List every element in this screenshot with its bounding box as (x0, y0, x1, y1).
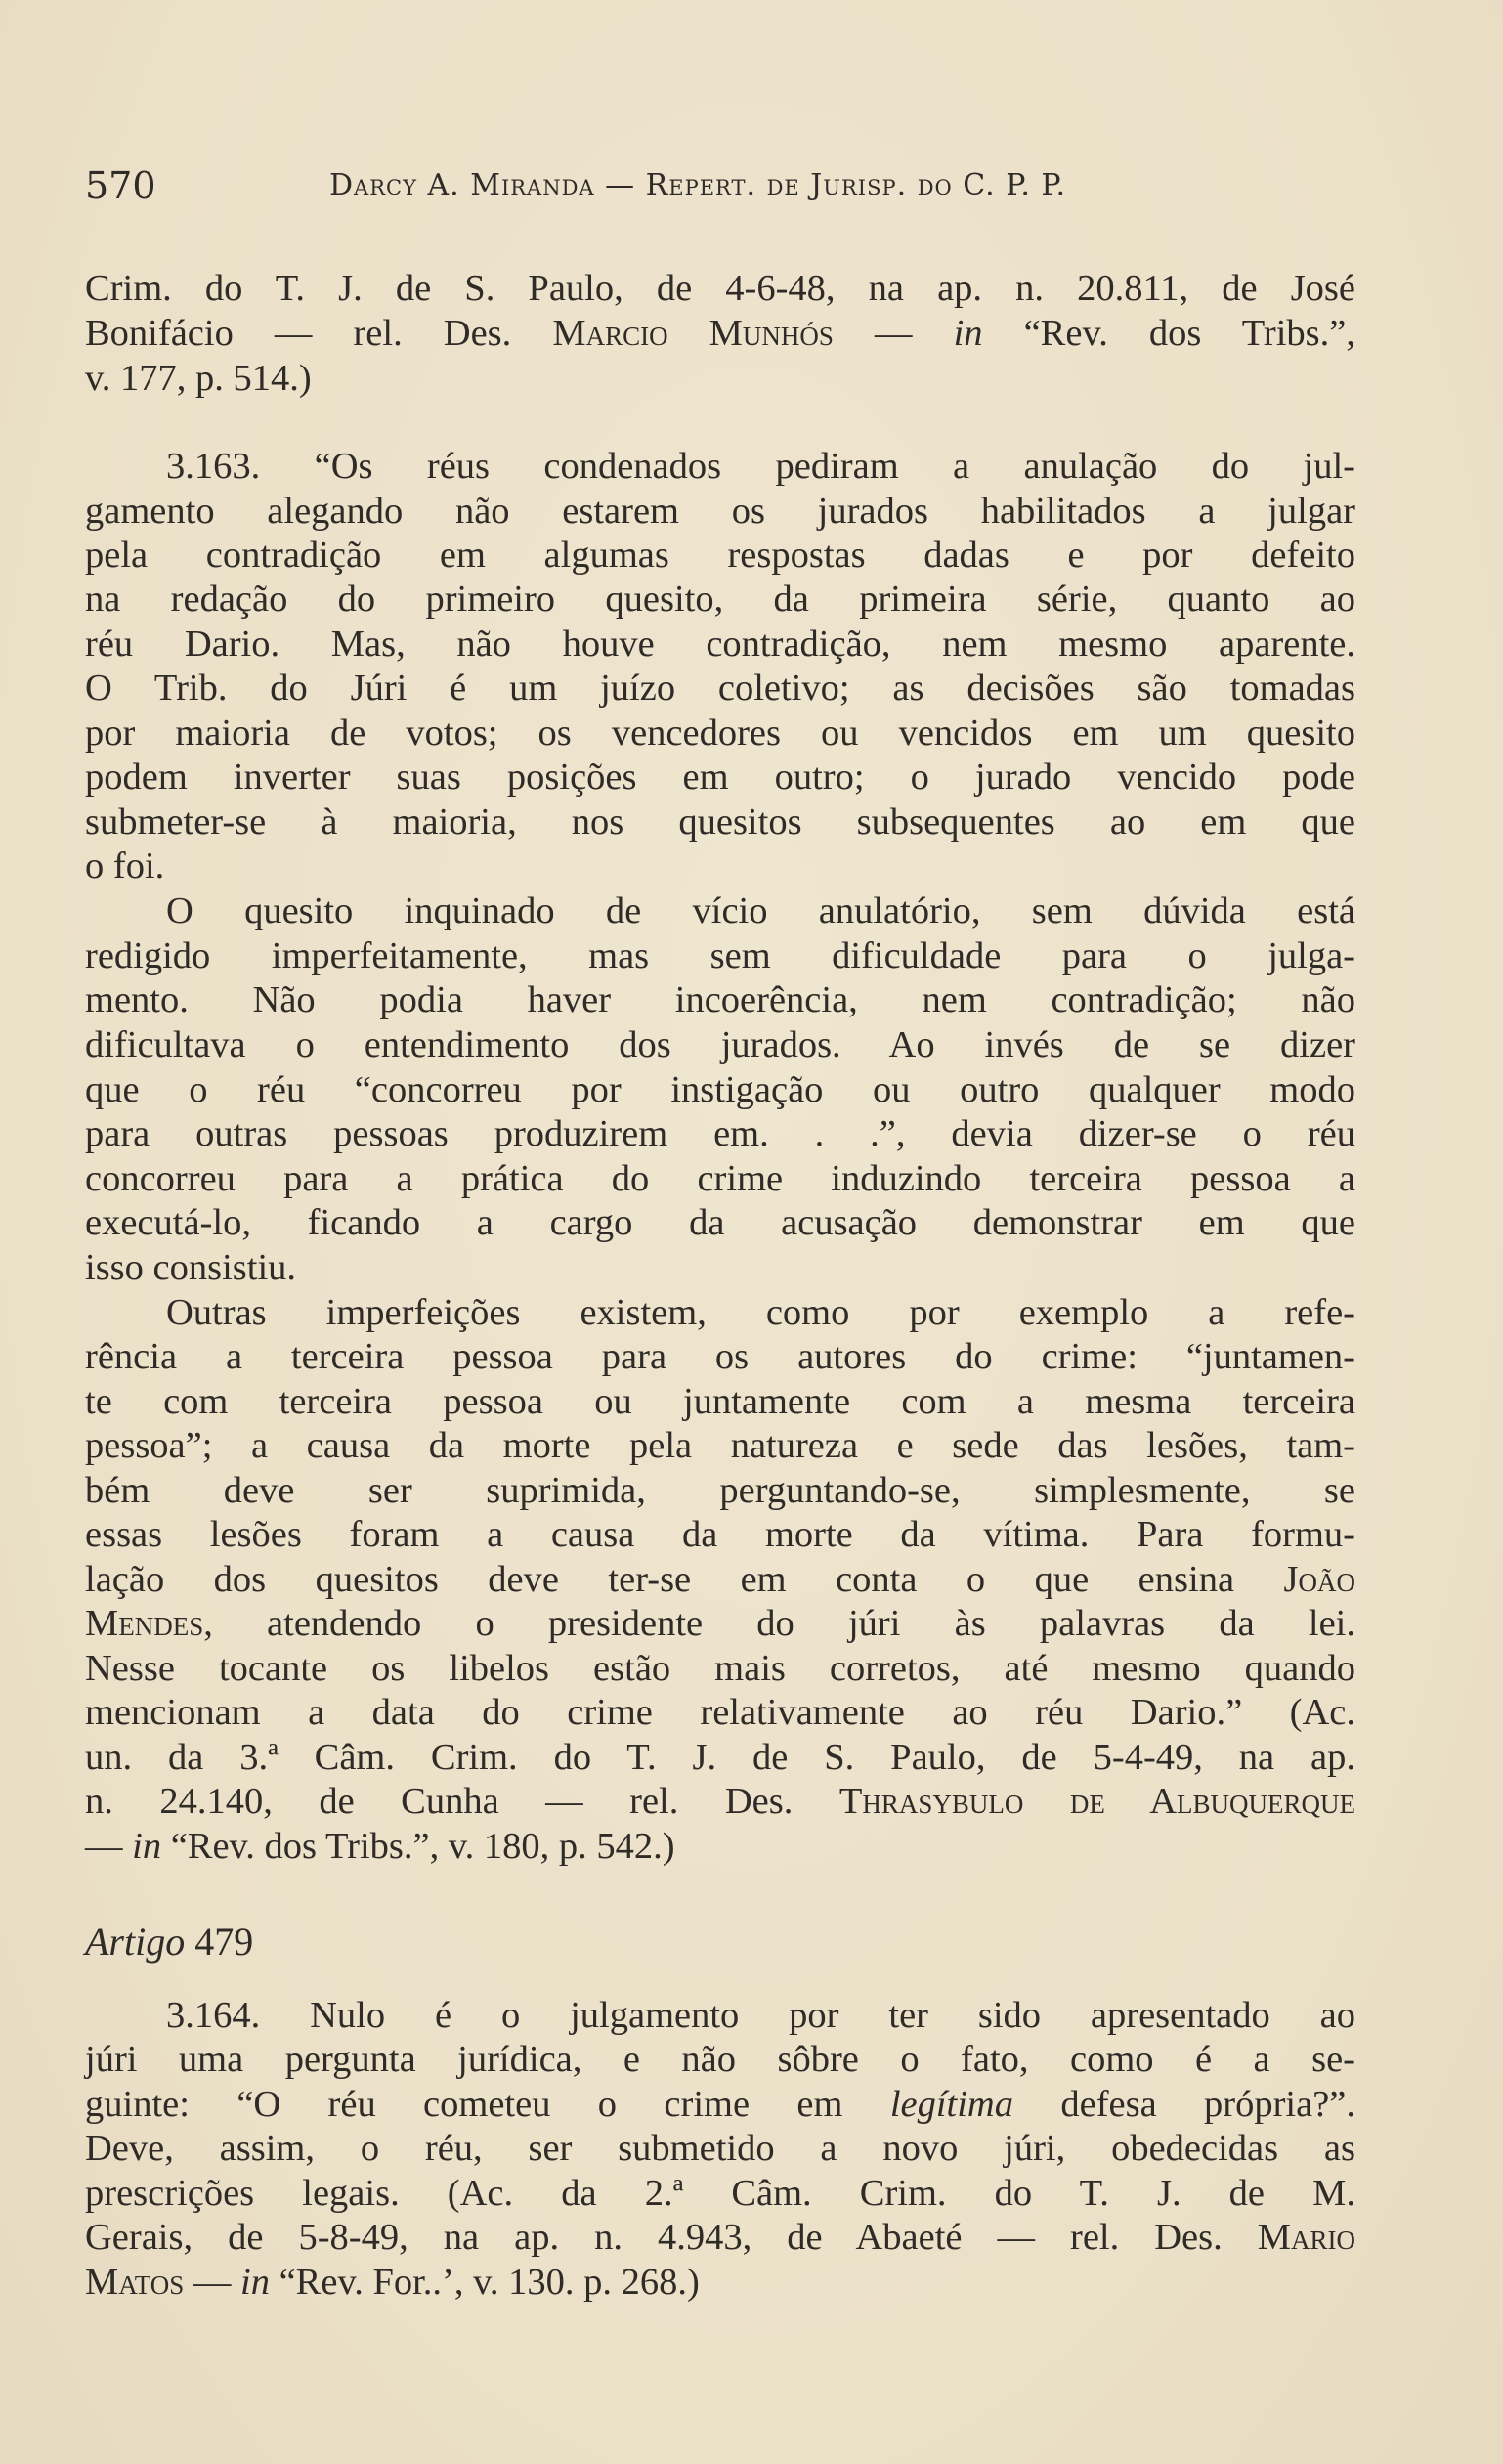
text-line (85, 1824, 1355, 1869)
italic-text: in (240, 2262, 270, 2303)
section-number: 479 (185, 1920, 254, 1964)
text-line: gamento alegando não estarem os jurados habilitados a julgar (85, 491, 1355, 532)
author-name: Mendes (85, 1603, 204, 1644)
author-name: João (1283, 1559, 1355, 1600)
text-span: , atendendo o presidente do júri às palavras da lei. (203, 1603, 1355, 1644)
text-span: “Rev. For..’, v. 130. p. 268.) (269, 2262, 700, 2303)
text-line: O Trib. do Júri é um juízo coletivo; as decisões são tomadas (85, 668, 1355, 709)
text-line: redigido imperfeitamente, mas sem dificuldade para o julga- (85, 935, 1355, 976)
italic-text: in (132, 1826, 162, 1867)
entry-3164-start: 3.164. Nulo é o julgamento por ter sido apresentado ao (166, 1995, 1355, 2036)
text-line: júri uma pergunta jurídica, e não sôbre o fato, como é a se- (85, 2039, 1355, 2080)
text-line: O quesito inquinado de vício anulatório, sem dúvida está (166, 890, 1355, 931)
text-line: para outras pessoas produzirem em. . .”, devia dizer-se o réu (85, 1113, 1355, 1154)
text-line: por maioria de votos; os vencedores ou vencidos em um quesito (85, 713, 1355, 754)
text-line (85, 2082, 1355, 2127)
text-line: o foi. (85, 845, 165, 886)
judge-name: Matos (85, 2262, 185, 2303)
text-span: lação dos quesitos deve ter-se em conta o que ensina (85, 1559, 1284, 1600)
text-line (85, 311, 1355, 356)
text-line: mento. Não podia haver incoerência, nem contradição; não (85, 979, 1355, 1020)
text-line: concorreu para a prática do crime induzindo terceira pessoa a (85, 1158, 1355, 1199)
text-line (85, 1601, 1355, 1646)
page-number: 570 (85, 164, 156, 207)
text-line: réu Dario. Mas, não houve contradição, nem mesmo aparente. (85, 624, 1355, 665)
text-line (85, 1557, 1355, 1602)
italic-text: in (953, 313, 983, 354)
text-line: te com terceira pessoa ou juntamente com a mesma terceira (85, 1381, 1355, 1422)
text-line (85, 1779, 1355, 1824)
text-line: un. da 3.ª Câm. Crim. do T. J. de S. Paulo, de 5-4-49, na ap. (85, 1737, 1355, 1778)
text-line (85, 2260, 1355, 2305)
page-header (85, 164, 1355, 213)
text-line: Crim. do T. J. de S. Paulo, de 4-6-48, na ap. n. 20.811, de José (85, 268, 1355, 309)
italic-text: legítima (889, 2084, 1013, 2125)
text-line: que o réu “concorreu por instigação ou outro qualquer modo (85, 1069, 1355, 1110)
text-span: n. 24.140, de Cunha — rel. Des. (85, 1781, 839, 1822)
text-line: executá-lo, ficando a cargo da acusação demonstrar em que (85, 1202, 1355, 1243)
text-line (85, 2215, 1355, 2260)
text-line: na redação do primeiro quesito, da primeira série, quanto ao (85, 579, 1355, 620)
text-span: Bonifácio — rel. Des. (85, 313, 553, 354)
text-line: Deve, assim, o réu, ser submetido a novo júri, obedecidas as (85, 2128, 1355, 2169)
text-span: — (833, 313, 954, 354)
text-line: bém deve ser suprimida, perguntando-se, simplesmente, se (85, 1470, 1355, 1511)
section-label: Artigo (85, 1920, 186, 1964)
text-span: — (184, 2262, 241, 2303)
judge-name: Mario (1257, 2217, 1355, 2258)
running-title: Darcy A. Miranda — Repert. de Jurisp. do C. P. P. (329, 168, 1067, 202)
text-line: essas lesões foram a causa da morte da vítima. Para formu- (85, 1514, 1355, 1555)
section-heading (85, 1919, 253, 1965)
text-line: submeter-se à maioria, nos quesitos subsequentes ao em que (85, 801, 1355, 843)
text-line: mencionam a data do crime relativamente ao réu Dario.” (Ac. (85, 1692, 1355, 1733)
text-line: pessoa”; a causa da morte pela natureza e sede das lesões, tam- (85, 1425, 1355, 1466)
text-line: Nesse tocante os libelos estão mais corretos, até mesmo quando (85, 1648, 1355, 1689)
text-span: guinte: “O réu cometeu o crime em (85, 2084, 890, 2125)
text-span: — (85, 1826, 133, 1867)
text-line: rência a terceira pessoa para os autores do crime: “juntamen- (85, 1336, 1355, 1377)
text-line: Outras imperfeições existem, como por exemplo a refe- (166, 1292, 1355, 1333)
text-line: podem inverter suas posições em outro; o jurado vencido pode (85, 756, 1355, 798)
entry-3163-start: 3.163. “Os réus condenados pediram a anulação do jul- (166, 446, 1355, 487)
judge-name: Marcio Munhós (552, 313, 834, 354)
text-span: Gerais, de 5-8-49, na ap. n. 4.943, de Abaeté — rel. Des. (85, 2217, 1258, 2258)
text-line: prescrições legais. (Ac. da 2.ª Câm. Crim. do T. J. de M. (85, 2173, 1355, 2214)
text-span: “Rev. dos Tribs.”, (982, 313, 1356, 354)
text-line: isso consistiu. (85, 1247, 297, 1288)
text-line: pela contradição em algumas respostas dadas e por defeito (85, 535, 1355, 576)
text-span: “Rev. dos Tribs.”, v. 180, p. 542.) (161, 1826, 675, 1867)
text-line: dificultava o entendimento dos jurados. Ao invés de se dizer (85, 1024, 1355, 1065)
judge-name: Thrasybulo de Albuquerque (838, 1781, 1355, 1822)
text-span: defesa própria?”. (1013, 2084, 1356, 2125)
text-line: v. 177, p. 514.) (85, 358, 312, 399)
